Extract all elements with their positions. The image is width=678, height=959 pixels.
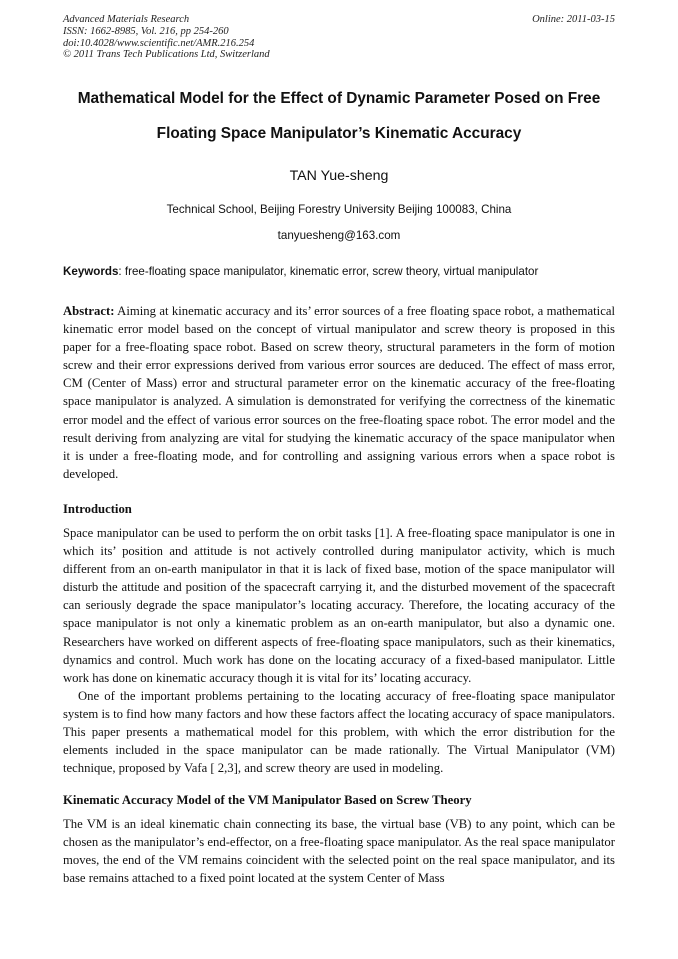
abstract-label: Abstract: <box>63 304 115 318</box>
abstract-text: Aiming at kinematic accuracy and its’ error sources of a free floating space robot, a mathematical kinematic error model based on the concept of virtual manipulator and screw theory is proposed in this paper for a free-floating space robot. Based on screw theory, structural parameters in the form of motion screw and their error expressions derived from various error sources are deduced. The effect of mass error, CM (Center of Mass) error and structural parameter error on the kinematic accuracy of the free-floating space manipulator is analyzed. A simulation is demonstrated for verifying the correctness of the kinematic error model and the effect of various error sources on the free-floating space robot. The error model and the result deriving from analyzing are vital for studying the kinematic accuracy of the space manipulator when it is under a free-floating mode, and for controlling and assigning various errors when a space robot is developed. <box>63 304 615 481</box>
publication-header <box>63 14 615 61</box>
keywords-label: Keywords <box>63 265 119 278</box>
section-heading-introduction: Introduction <box>63 502 132 516</box>
online-date: Online: 2011-03-15 <box>532 14 615 25</box>
doi-line: doi:10.4028/www.scientific.net/AMR.216.254 <box>63 37 255 49</box>
section-heading-kinematic-model: Kinematic Accuracy Model of the VM Manipulator Based on Screw Theory <box>63 793 472 807</box>
issn-line: ISSN: 1662-8985, Vol. 216, pp 254-260 <box>63 25 229 37</box>
abstract <box>63 302 615 483</box>
journal-name: Advanced Materials Research <box>63 14 190 25</box>
author-affiliation: Technical School, Beijing Forestry University Beijing 100083, China <box>166 203 512 216</box>
keywords <box>63 265 615 278</box>
paper-title-line-1: Mathematical Model for the Effect of Dynamic Parameter Posed on Free <box>77 90 601 107</box>
kinematic-paragraph-1: The VM is an ideal kinematic chain connecting its base, the virtual base (VB) to any point, which can be chosen as the manipulator’s end-effector, on a free-floating space manipulator. As the real space manipulator moves, the end of the VM remains coincident with the selected point on the real space manipulator, and its base remains attached to a fixed point located at the system Center of Mass <box>63 817 615 886</box>
author-email: tanyuesheng@163.com <box>277 229 401 242</box>
paper-title-line-2: Floating Space Manipulator’s Kinematic Accuracy <box>156 125 522 142</box>
keywords-text: : free-floating space manipulator, kinematic error, screw theory, virtual manipulator <box>118 265 539 278</box>
author-name: TAN Yue-sheng <box>289 168 389 184</box>
introduction-paragraph-2: One of the important problems pertaining to the locating accuracy of free-floating space manipulator system is to find how many factors and how these factors affect the locating accuracy of space manipulators. This paper presents a mathematical model for this problem, with which the error distribution for the elements included in the space manipulator can be made rationally. The Virtual Manipulator (VM) technique, proposed by Vafa [ 2,3], and screw theory are used in modeling. <box>63 689 615 776</box>
introduction-paragraph-1: Space manipulator can be used to perform the on orbit tasks [1]. A free-floating space manipulator is one in which its’ position and attitude is not actively controlled during manipulator activity, which is much different from an on-earth manipulator in that it is lack of fixed base, motion of the space manipulator will disturb the attitude and position of the spacecraft carrying it, and the disturbed movement of the spacecraft can seriously degrade the space manipulator’s locating accuracy. Therefore, the locating accuracy of the space manipulator is not only a kinematic problem as an on-earth manipulator, but also a dynamic one. Researchers have worked on different aspects of free-floating space manipulators, such as their kinematics, dynamics and control. Much work has done on the locating accuracy of a fixed-based manipulator. Little work has done on kinematic accuracy though it is vital for its’ locating accuracy. <box>63 526 615 685</box>
copyright-line: © 2011 Trans Tech Publications Ltd, Switzerland <box>63 49 270 61</box>
